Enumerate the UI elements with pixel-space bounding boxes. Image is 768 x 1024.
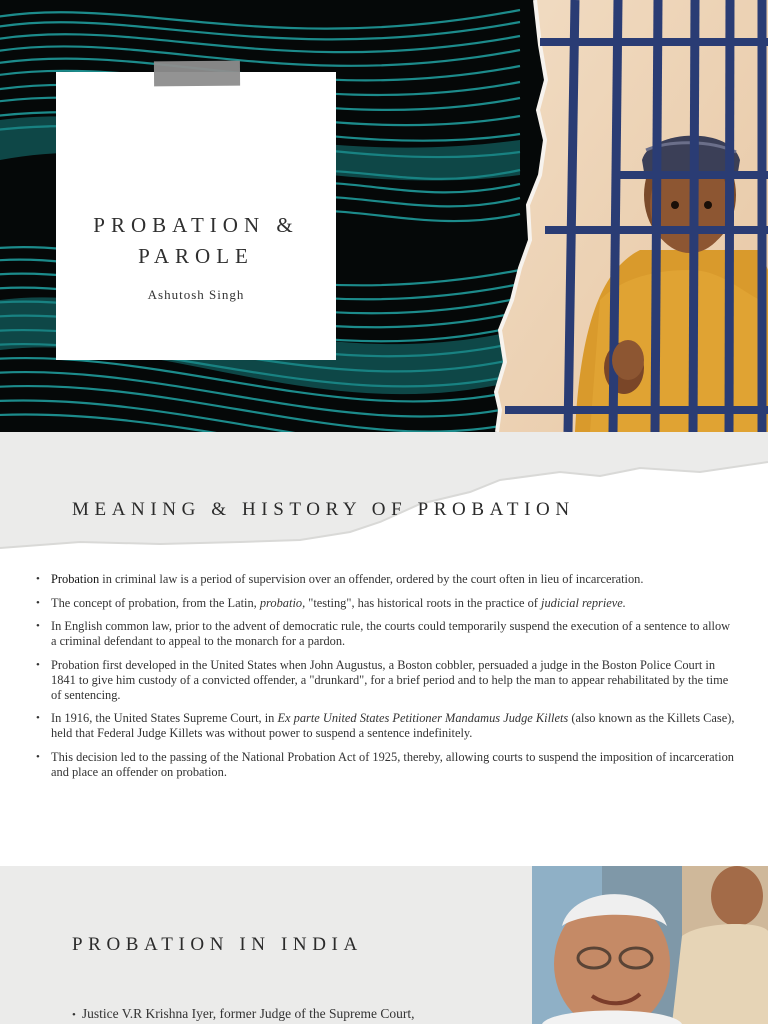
judicial-reprieve-term: judicial reprieve. [541,595,626,610]
title-line-1: PROBATION & [93,213,299,237]
list-item-text: In English common law, prior to the advent of democratic rule, the courts could temporarily suspend the execution of a sentence to allow a criminal defendant to appeal to the monarch for a pardon. [51,619,731,649]
latin-term: probatio, [259,595,306,610]
prison-bars-photo [0,0,768,432]
list-item-text: "testing", has historical roots in the practice of [305,595,542,610]
list-item [72,1006,532,1022]
term-probation: Probation [51,572,100,586]
list-item [36,596,736,611]
list-item [36,711,736,741]
bullet-list [36,572,736,789]
list-item-text: (also known as the Killets Case), held that Federal Judge Killets was without power to suspend a sentence indefinitely. [51,711,735,741]
list-item [36,619,736,649]
list-item-text: In 1916, the United States Supreme Court, in [51,711,278,726]
list-item [36,658,736,703]
list-item-text: Probation first developed in the United States when John Augustus, a Boston cobbler, persuaded a judge in the Boston Police Court in 1841 to give him custody of a convicted offender, a "drunkard", for a brief period and to help the man to appear rehabilitated by the time of sentencing. [51,657,729,702]
bullet-icon: • [36,596,40,609]
slide-heading: PROBATION IN INDIA [72,934,363,955]
bullet-icon: • [36,573,40,585]
bullet-icon: • [36,712,40,725]
list-item [36,572,736,587]
list-item-text: This decision led to the passing of the National Probation Act of 1925, thereby, allowing courts to suspend the imposition of incarceration and place an offender on probation. [51,749,734,779]
bullet-icon: • [36,750,40,763]
list-item-text: The concept of probation, from the Latin, [51,595,260,610]
probation-india-slide [0,866,768,1024]
portrait-photo [532,866,768,1024]
slide-heading: MEANING & HISTORY OF PROBATION [72,499,575,520]
list-item-text: in criminal law is a period of supervision over an offender, ordered by the court often in lieu of incarceration. [99,572,644,586]
author-name: Ashutosh Singh [147,287,245,302]
title-line-2: PAROLE [138,244,254,268]
bullet-icon: • [72,1009,76,1021]
list-item-text: Justice V.R Krishna Iyer, former Judge of the Supreme Court, [81,1006,415,1021]
meaning-history-slide [0,432,768,866]
torn-paper-band [0,432,768,562]
list-item [36,750,736,780]
bullet-icon: • [36,658,40,671]
bullet-icon: • [36,620,40,633]
case-name: Ex parte United States Petitioner Mandamus Judge Killets [277,711,569,726]
title-slide [0,0,768,432]
